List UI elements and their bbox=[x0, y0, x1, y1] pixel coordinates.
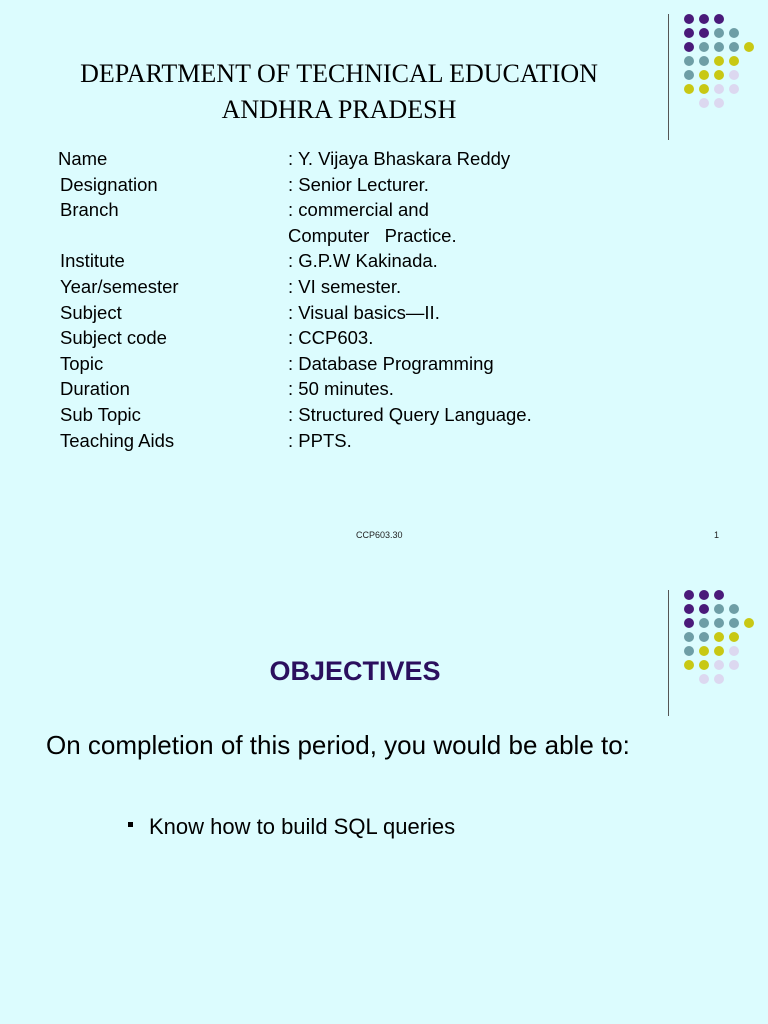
slide-title bbox=[0, 56, 678, 128]
decorative-dot bbox=[714, 660, 724, 670]
decorative-dot bbox=[729, 28, 739, 38]
decorative-dot bbox=[729, 660, 739, 670]
decorative-dot bbox=[729, 42, 739, 52]
decorative-dot bbox=[714, 632, 724, 642]
decorative-dot bbox=[699, 590, 709, 600]
objectives-heading: OBJECTIVES bbox=[269, 656, 441, 686]
decorative-dot bbox=[684, 70, 694, 80]
decorative-divider bbox=[668, 590, 669, 716]
decorative-dot bbox=[699, 42, 709, 52]
decorative-dot bbox=[729, 56, 739, 66]
title-line-2: ANDHRA PRADESH bbox=[221, 95, 457, 124]
decorative-dot bbox=[744, 618, 754, 628]
decorative-dot bbox=[684, 646, 694, 656]
decorative-dot bbox=[699, 98, 709, 108]
objectives-intro: On completion of this period, you would be able to: bbox=[46, 730, 630, 760]
info-value: : G.P.W Kakinada. bbox=[288, 250, 438, 272]
bullet-icon bbox=[128, 822, 133, 827]
decorative-dot bbox=[714, 618, 724, 628]
decorative-dot bbox=[684, 42, 694, 52]
info-value: : CCP603. bbox=[288, 327, 374, 349]
info-value: : commercial and Computer Practice. bbox=[288, 199, 457, 246]
decorative-dot bbox=[729, 632, 739, 642]
decorative-dot bbox=[714, 590, 724, 600]
decorative-dot bbox=[714, 70, 724, 80]
info-label: Branch bbox=[60, 199, 119, 221]
decorative-dot bbox=[699, 646, 709, 656]
info-value: : Y. Vijaya Bhaskara Reddy bbox=[288, 148, 511, 169]
decorative-dot bbox=[729, 618, 739, 628]
info-value: : Senior Lecturer. bbox=[288, 173, 429, 195]
info-label: Designation bbox=[60, 173, 158, 195]
slide-page-number: 1 bbox=[714, 530, 720, 540]
decorative-dot bbox=[714, 646, 724, 656]
info-value: : 50 minutes. bbox=[288, 378, 394, 400]
decorative-dot bbox=[684, 632, 694, 642]
decorative-dot-grid bbox=[680, 10, 768, 125]
info-value: : VI semester. bbox=[288, 275, 402, 297]
decorative-dot bbox=[684, 14, 694, 24]
objective-text: Know how to build SQL queries bbox=[149, 814, 456, 839]
decorative-dot bbox=[699, 618, 709, 628]
info-label: Teaching Aids bbox=[60, 429, 175, 451]
decorative-dot bbox=[684, 56, 694, 66]
decorative-dot bbox=[684, 28, 694, 38]
decorative-dot bbox=[729, 646, 739, 656]
slide-2 bbox=[0, 572, 768, 1024]
title-line-1: DEPARTMENT OF TECHNICAL EDUCATION bbox=[80, 59, 598, 88]
decorative-dot bbox=[714, 28, 724, 38]
decorative-dot bbox=[699, 56, 709, 66]
decorative-dot bbox=[699, 14, 709, 24]
decorative-dot bbox=[714, 604, 724, 614]
decorative-dot bbox=[714, 674, 724, 684]
slide-footer-code: CCP603.30 bbox=[356, 530, 403, 540]
info-label: Year/semester bbox=[60, 275, 179, 297]
info-label: Subject code bbox=[60, 327, 167, 349]
decorative-dot bbox=[684, 590, 694, 600]
decorative-dot bbox=[729, 604, 739, 614]
info-value: : PPTS. bbox=[288, 429, 352, 451]
decorative-dot bbox=[699, 604, 709, 614]
info-label: Subject bbox=[60, 301, 122, 323]
info-label: Topic bbox=[60, 352, 104, 374]
decorative-dot bbox=[714, 42, 724, 52]
decorative-dot bbox=[699, 84, 709, 94]
info-label: Duration bbox=[60, 378, 130, 400]
info-value: : Visual basics—II. bbox=[288, 301, 440, 323]
info-label: Institute bbox=[60, 250, 125, 272]
decorative-dot bbox=[699, 632, 709, 642]
decorative-dot bbox=[744, 42, 754, 52]
decorative-dot bbox=[714, 84, 724, 94]
info-value: : Structured Query Language. bbox=[288, 403, 532, 425]
decorative-dot bbox=[684, 604, 694, 614]
decorative-dot bbox=[714, 98, 724, 108]
info-label: Sub Topic bbox=[60, 403, 141, 425]
decorative-dot bbox=[729, 84, 739, 94]
decorative-dot bbox=[729, 70, 739, 80]
decorative-dot bbox=[714, 14, 724, 24]
objective-list-item bbox=[128, 814, 455, 840]
decorative-dot bbox=[684, 84, 694, 94]
decorative-dot bbox=[699, 28, 709, 38]
decorative-dot bbox=[684, 618, 694, 628]
info-label: Name bbox=[58, 148, 108, 169]
decorative-dot bbox=[714, 56, 724, 66]
info-value: : Database Programming bbox=[288, 352, 494, 374]
decorative-dot bbox=[699, 70, 709, 80]
